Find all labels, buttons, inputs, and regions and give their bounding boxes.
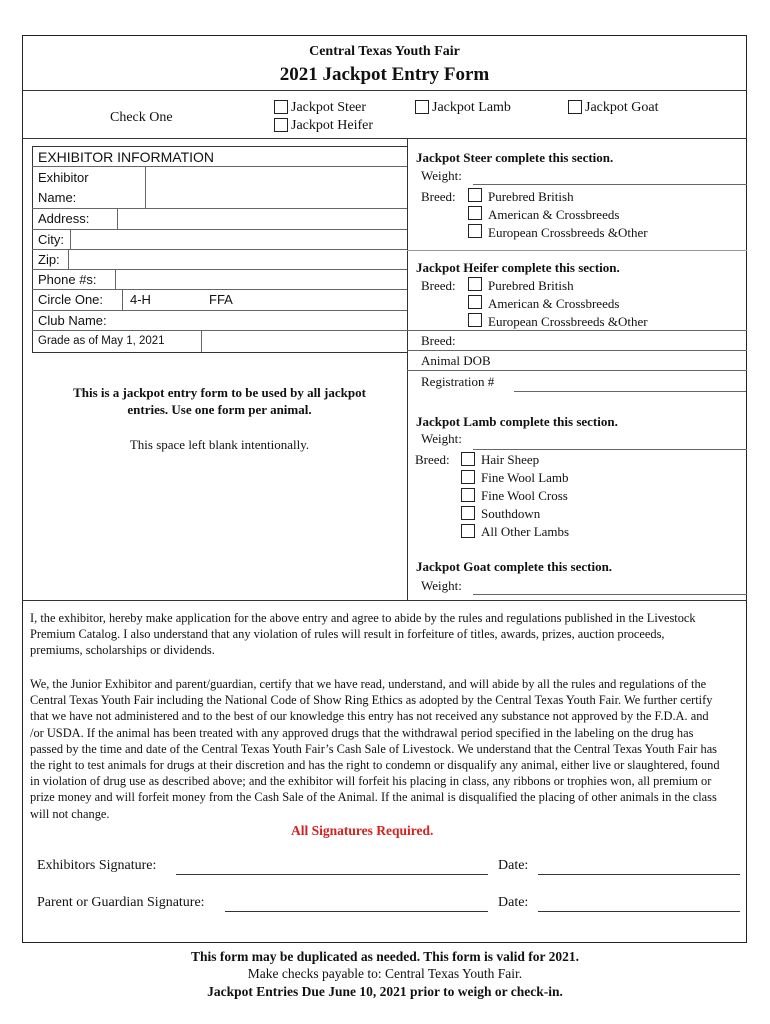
all-other-lambs-checkbox[interactable] bbox=[461, 524, 475, 538]
heifer-european-crossbreeds-checkbox[interactable] bbox=[468, 313, 482, 327]
fine-wool-cross-label: Fine Wool Cross bbox=[481, 488, 568, 503]
jackpot-lamb-label: Jackpot Lamb bbox=[432, 100, 511, 115]
animal-dob-field[interactable] bbox=[500, 351, 746, 369]
hair-sheep-label: Hair Sheep bbox=[481, 452, 540, 467]
signatures-required: All Signatures Required. bbox=[291, 823, 434, 838]
steer-american-crossbreeds-label: American & Crossbreeds bbox=[488, 207, 620, 222]
southdown-checkbox[interactable] bbox=[461, 506, 475, 520]
jackpot-heifer-label: Jackpot Heifer bbox=[291, 118, 374, 133]
steer-section-heading: Jackpot Steer complete this section. bbox=[416, 150, 614, 165]
steer-european-crossbreeds-checkbox[interactable] bbox=[468, 224, 482, 238]
all-other-lambs-label: All Other Lambs bbox=[481, 524, 570, 539]
registration-field[interactable] bbox=[514, 391, 746, 392]
exhibitor-name-field[interactable] bbox=[146, 167, 406, 207]
address-field[interactable] bbox=[118, 209, 406, 228]
jackpot-form-note bbox=[32, 384, 407, 418]
heifer-breed-other-label: Breed: bbox=[421, 333, 456, 348]
check-one-divider bbox=[22, 138, 747, 139]
jackpot-heifer-checkbox[interactable] bbox=[274, 118, 288, 132]
city-label: City: bbox=[38, 232, 64, 247]
steer-breed-label: Breed: bbox=[421, 189, 456, 204]
steer-purebred-british-label: Purebred British bbox=[488, 189, 574, 204]
agreement-divider bbox=[22, 600, 747, 601]
heifer-purebred-british-label: Purebred British bbox=[488, 278, 574, 293]
heifer-top-divider bbox=[407, 250, 747, 251]
jackpot-lamb-checkbox[interactable] bbox=[415, 100, 429, 114]
4h-option[interactable]: 4-H bbox=[130, 292, 151, 307]
heifer-purebred-british-checkbox[interactable] bbox=[468, 277, 482, 291]
note-line-1: This is a jackpot entry form to be used by all jackpot bbox=[73, 385, 366, 400]
fine-wool-lamb-checkbox[interactable] bbox=[461, 470, 475, 484]
column-divider bbox=[407, 138, 408, 600]
footer-line-1: This form may be duplicated as needed. This form is valid for 2021. bbox=[190, 949, 580, 964]
jackpot-goat-checkbox[interactable] bbox=[568, 100, 582, 114]
circle-one-label: Circle One: bbox=[38, 292, 104, 307]
steer-weight-field[interactable] bbox=[473, 184, 747, 185]
goat-section-heading: Jackpot Goat complete this section. bbox=[416, 559, 613, 574]
steer-european-crossbreeds-label: European Crossbreeds &Other bbox=[488, 225, 648, 240]
footer-line-3: Jackpot Entries Due June 10, 2021 prior to weigh or check-in. bbox=[207, 984, 563, 999]
lamb-weight-field[interactable] bbox=[473, 449, 747, 450]
blank-space-note: This space left blank intentionally. bbox=[129, 437, 310, 452]
heifer-european-crossbreeds-label: European Crossbreeds &Other bbox=[488, 314, 648, 329]
exhibitor-info-heading: EXHIBITOR INFORMATION bbox=[38, 149, 215, 165]
form-title: 2021 Jackpot Entry Form bbox=[279, 64, 490, 85]
registration-label: Registration # bbox=[421, 374, 495, 389]
zip-field[interactable] bbox=[69, 250, 406, 268]
ffa-option[interactable]: FFA bbox=[209, 292, 233, 307]
parent-date-label: Date: bbox=[498, 895, 529, 910]
jackpot-steer-label: Jackpot Steer bbox=[291, 100, 367, 115]
steer-weight-label: Weight: bbox=[421, 168, 462, 183]
zip-label: Zip: bbox=[38, 252, 60, 267]
footer-line-2: Make checks payable to: Central Texas Youth Fair. bbox=[247, 966, 523, 981]
agreement-paragraph-2: We, the Junior Exhibitor and parent/guardian, certify that we have read, understand, and will abide by all the rules and regulations of the Central Texas Youth Fair including the National Code of Show Ring Ethics as adopted by the Central Texas Youth Fair. We further certify that we have not administered and to the best of our knowledge this entry has not received any substance not approved by the F.D.A. and /or USDA. If the animal has been treated with any approved drugs that the withdrawal period specified in the labeling on the drug has passed by the time and date of the Central Texas Youth Fair’s Cash Sale of Livestock. We understand that the Central Texas Youth Fair has the right to test animals for drugs at their discretion and has the right to condemn or disqualify any animal, either live or slaughtered, found in violation of drug use as described above; and the exhibitor will forfeit his placing in class, any ribbons or trophies won, all premium or prize money and will forfeit money from the Cash Sale of the Animal. If the animal is disqualified the placing of other animals in the class will not change. bbox=[30, 677, 720, 821]
org-name: Central Texas Youth Fair bbox=[309, 44, 460, 59]
address-label: Address: bbox=[38, 211, 90, 226]
heifer-breed-field[interactable] bbox=[470, 331, 746, 349]
phone-field[interactable] bbox=[116, 270, 406, 288]
grade-field[interactable] bbox=[202, 331, 406, 351]
agreement-paragraph-1: I, the exhibitor, hereby make application for the above entry and agree to abide by the rules and regulations published in the Livestock Premium Catalog. I also understand that any violation of rules will result in forfeiture of titles, awards, prizes, auction proceeds, premiums, scholarships or dividends. bbox=[30, 611, 696, 658]
exhibitor-signature-field[interactable] bbox=[176, 874, 488, 875]
city-field[interactable] bbox=[71, 230, 406, 248]
heifer-american-crossbreeds-checkbox[interactable] bbox=[468, 295, 482, 309]
heifer-breed-label: Breed: bbox=[421, 278, 456, 293]
grade-label: Grade as of May 1, 2021 bbox=[38, 335, 165, 347]
exhibitor-date-field[interactable] bbox=[538, 874, 740, 875]
exhibitor-label: Exhibitor bbox=[38, 170, 89, 185]
check-one-label: Check One bbox=[110, 110, 173, 125]
exhibitor-date-label: Date: bbox=[498, 858, 529, 873]
note-line-2: entries. Use one form per animal. bbox=[127, 402, 312, 417]
parent-signature-label: Parent or Guardian Signature: bbox=[37, 895, 205, 910]
steer-american-crossbreeds-checkbox[interactable] bbox=[468, 206, 482, 220]
header-divider bbox=[22, 90, 747, 91]
lamb-section-heading: Jackpot Lamb complete this section. bbox=[416, 414, 618, 429]
southdown-label: Southdown bbox=[481, 506, 541, 521]
lamb-weight-label: Weight: bbox=[421, 431, 462, 446]
lamb-breed-label: Breed: bbox=[415, 452, 450, 467]
heifer-section-heading: Jackpot Heifer complete this section. bbox=[416, 260, 620, 275]
parent-date-field[interactable] bbox=[538, 911, 740, 912]
fine-wool-cross-checkbox[interactable] bbox=[461, 488, 475, 502]
goat-weight-field[interactable] bbox=[473, 594, 747, 595]
heifer-american-crossbreeds-label: American & Crossbreeds bbox=[488, 296, 620, 311]
goat-weight-label: Weight: bbox=[421, 578, 462, 593]
jackpot-steer-checkbox[interactable] bbox=[274, 100, 288, 114]
exhibitor-signature-label: Exhibitors Signature: bbox=[37, 858, 157, 873]
club-name-label: Club Name: bbox=[38, 313, 107, 328]
phone-label: Phone #s: bbox=[38, 272, 97, 287]
animal-dob-label: Animal DOB bbox=[421, 353, 491, 368]
jackpot-goat-label: Jackpot Goat bbox=[585, 100, 659, 115]
name-label: Name: bbox=[38, 190, 77, 205]
parent-signature-field[interactable] bbox=[225, 911, 488, 912]
steer-purebred-british-checkbox[interactable] bbox=[468, 188, 482, 202]
hair-sheep-checkbox[interactable] bbox=[461, 452, 475, 466]
fine-wool-lamb-label: Fine Wool Lamb bbox=[481, 470, 569, 485]
club-name-field[interactable] bbox=[120, 311, 406, 329]
